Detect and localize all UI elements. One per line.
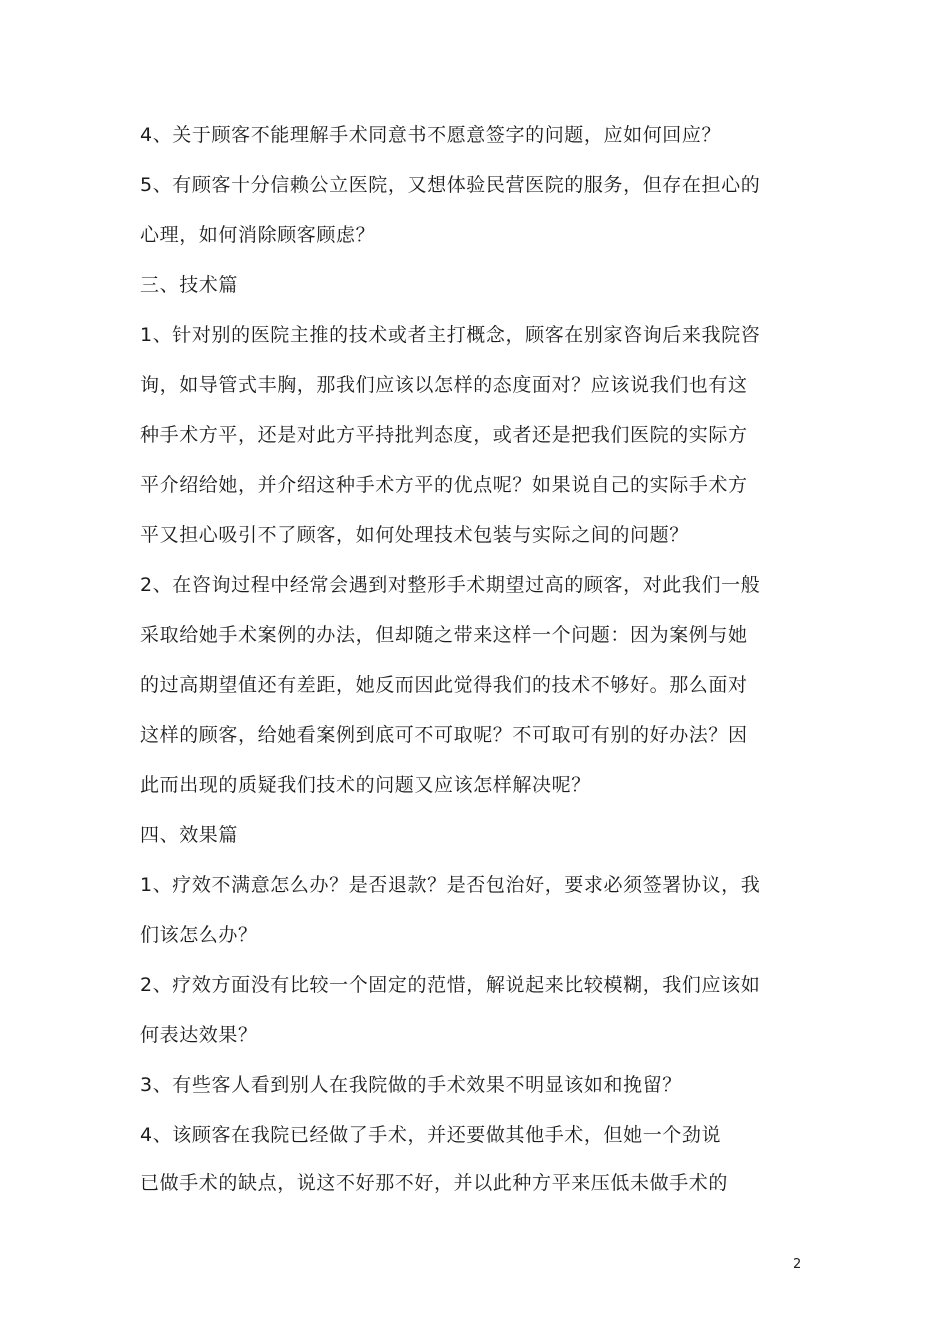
text-line: 平介绍给她，并介绍这种手术方平的优点呢？如果说自己的实际手术方: [140, 474, 748, 496]
text-line: 的过高期望值还有差距，她反而因此觉得我们的技术不够好。那么面对: [140, 674, 748, 696]
text-line: 此而出现的质疑我们技术的问题又应该怎样解决呢？: [140, 774, 591, 796]
text-line: 何表达效果？: [140, 1024, 258, 1046]
text-line: 2、在咨询过程中经常会遇到对整形手术期望过高的顾客，对此我们一般: [140, 574, 761, 596]
text-line: 3、有些客人看到别人在我院做的手术效果不明显该如和挽留？: [140, 1074, 682, 1096]
text-line: 询，如导管式丰胸，那我们应该以怎样的态度面对？应该说我们也有这: [140, 374, 748, 396]
text-line: 1、疗效不满意怎么办？是否退款？是否包治好，要求必须签署协议，我: [140, 874, 761, 896]
text-line: 已做手术的缺点，说这不好那不好，并以此种方平来压低未做手术的: [140, 1172, 729, 1194]
page-number: 2: [793, 1257, 802, 1272]
text-line: 5、有顾客十分信赖公立医院，又想体验民营医院的服务，但存在担心的: [140, 174, 761, 196]
text-line: 种手术方平，还是对此方平持批判态度，或者还是把我们医院的实际方: [140, 424, 748, 446]
text-line: 这样的顾客，给她看案例到底可不可取呢？不可取可有别的好办法？因: [140, 724, 748, 746]
text-line: 心理，如何消除顾客顾虑？: [140, 224, 376, 246]
text-line: 平又担心吸引不了顾客，如何处理技术包装与实际之间的问题？: [140, 524, 689, 546]
section-heading: 四、效果篇: [140, 824, 239, 846]
text-line: 采取给她手术案例的办法，但却随之带来这样一个问题：因为案例与她: [140, 624, 748, 646]
text-line: 4、关于顾客不能理解手术同意书不愿意签字的问题，应如何回应？: [140, 124, 722, 146]
section-heading: 三、技术篇: [140, 274, 239, 296]
text-line: 2、疗效方面没有比较一个固定的范惜，解说起来比较模糊，我们应该如: [140, 974, 761, 996]
text-line: 1、针对别的医院主推的技术或者主打概念，顾客在别家咨询后来我院咨: [140, 324, 761, 346]
text-line: 们该怎么办？: [140, 924, 258, 946]
text-line: 4、该顾客在我院已经做了手术，并还要做其他手术，但她一个劲说: [140, 1124, 722, 1146]
